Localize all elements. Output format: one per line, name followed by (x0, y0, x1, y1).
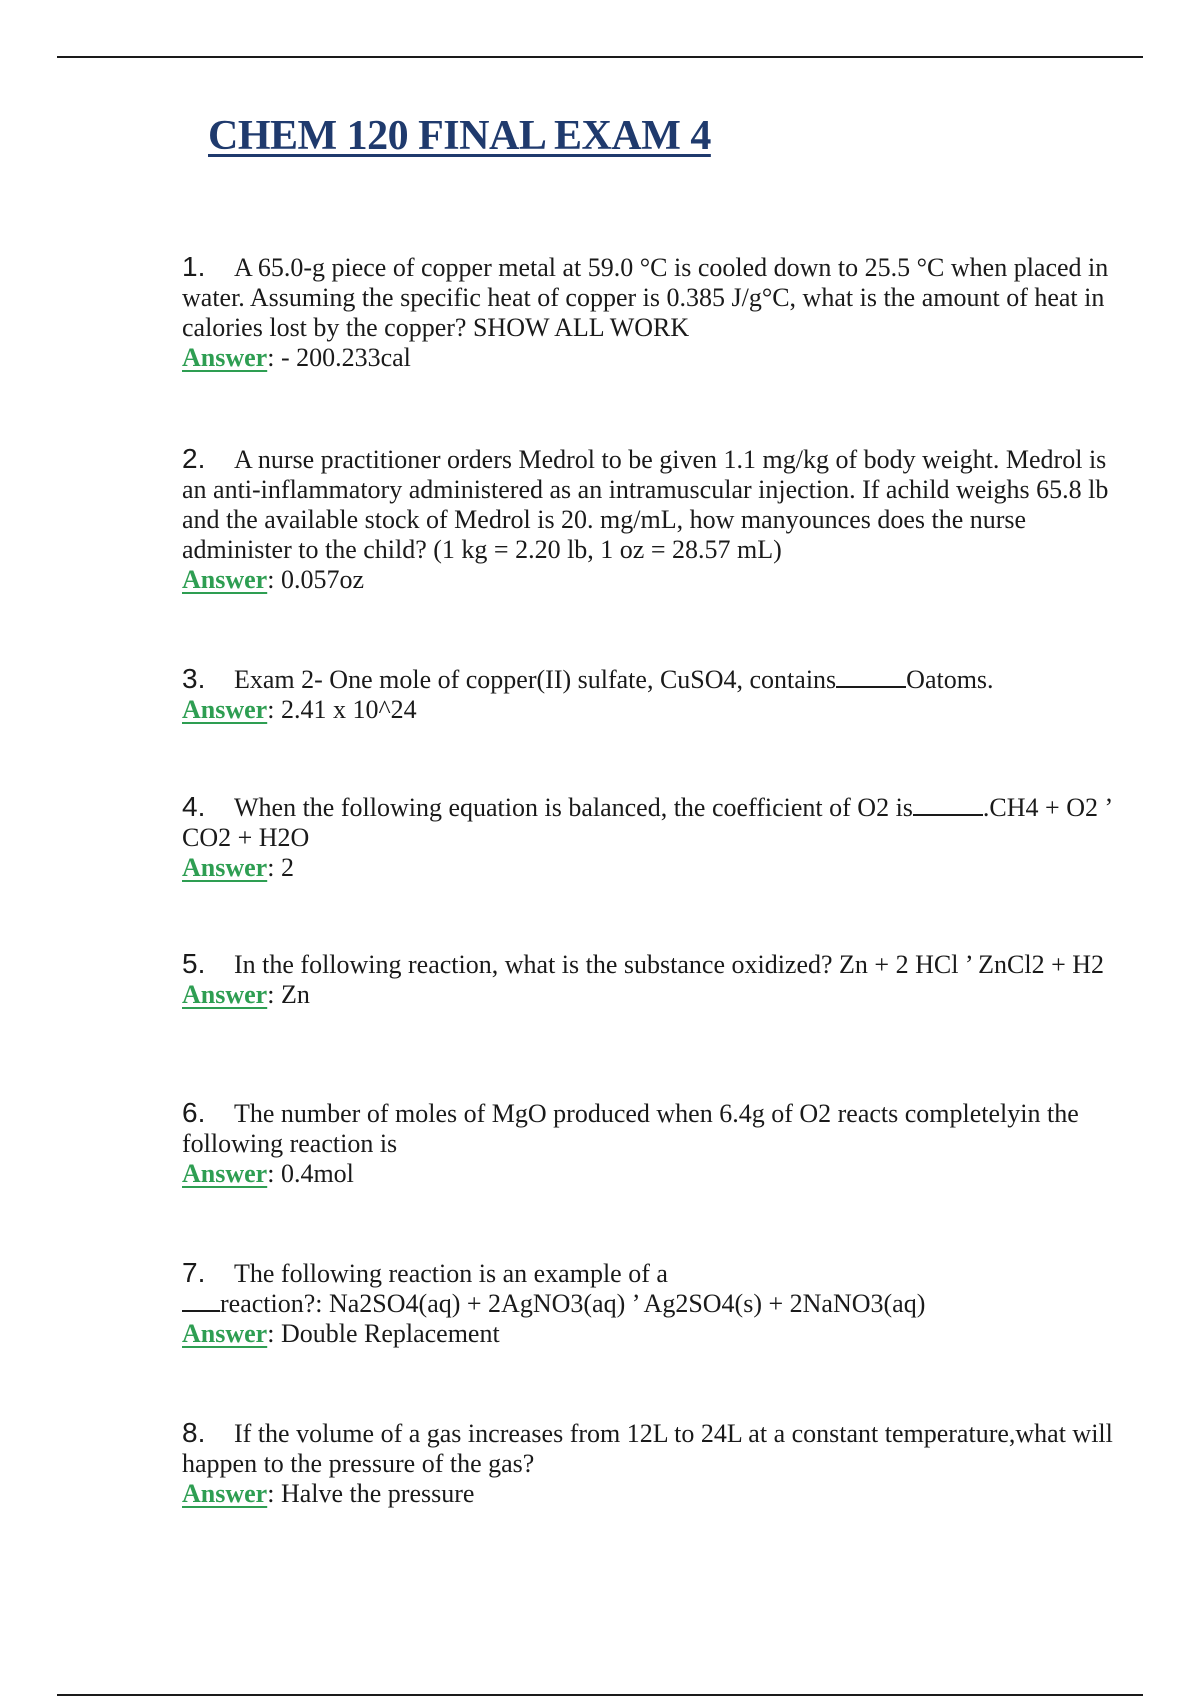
answer-value: : 0.4mol (267, 1159, 354, 1188)
answer-line (182, 1159, 1137, 1189)
answer-line (182, 980, 1104, 1010)
answer-label: Answer (182, 343, 268, 372)
question-7 (182, 1258, 925, 1349)
answer-label: Answer (182, 1319, 268, 1348)
answer-line (182, 695, 994, 725)
question-text: In the following reaction, what is the substance oxidized? Zn + 2 HCl ’ ZnCl2 + H2 (234, 950, 1105, 979)
question-text: A 65.0-g piece of copper metal at 59.0 °C is cooled down to 25.5 °C when placed in water. Assuming the specific heat of copper is 0.385 J/g°C, what is the amount of heat in calories lost by the copper? SHOW ALL WORK (182, 253, 1109, 342)
top-rule (57, 56, 1143, 58)
answer-label: Answer (182, 980, 268, 1009)
question-text: The following reaction is an example of a (234, 1259, 668, 1288)
answer-line (182, 565, 1137, 595)
question-number: 2. (182, 443, 206, 474)
question-text-continued: Oatoms. (906, 665, 994, 694)
question-4 (182, 792, 1137, 883)
answer-label: Answer (182, 1159, 268, 1188)
question-8 (182, 1418, 1137, 1509)
question-number: 7. (182, 1257, 206, 1288)
question-number: 4. (182, 791, 206, 822)
question-5 (182, 949, 1104, 1010)
answer-label: Answer (182, 1479, 268, 1508)
answer-value: : - 200.233cal (267, 343, 411, 372)
answer-label: Answer (182, 853, 268, 882)
answer-line (182, 343, 1137, 373)
question-text: Exam 2- One mole of copper(II) sulfate, CuSO4, contains (234, 665, 837, 694)
page-title: CHEM 120 FINAL EXAM 4 (208, 113, 711, 159)
fill-in-blank (913, 794, 983, 816)
question-number: 6. (182, 1097, 206, 1128)
question-1 (182, 252, 1137, 373)
fill-in-blank (836, 666, 906, 688)
fill-in-blank (182, 1290, 220, 1312)
question-text: When the following equation is balanced, the coefficient of O2 is (234, 793, 913, 822)
question-3 (182, 664, 994, 725)
answer-line (182, 1479, 1137, 1509)
answer-value: : Halve the pressure (267, 1479, 475, 1508)
answer-line (182, 1319, 925, 1349)
question-6 (182, 1098, 1137, 1189)
answer-line (182, 853, 1137, 883)
question-text: A nurse practitioner orders Medrol to be given 1.1 mg/kg of body weight. Medrol is an anti-inflammatory administered as an intramuscular injection. If achild weighs 65.8 lb and the available stock of Medrol is 20. mg/mL, how manyounces does the nurse administer to the child? (1 kg = 2.20 lb, 1 oz = 28.57 mL) (182, 445, 1109, 564)
answer-value: : Double Replacement (267, 1319, 500, 1348)
answer-label: Answer (182, 565, 268, 594)
answer-value: : Zn (267, 980, 310, 1009)
bottom-rule (57, 1694, 1143, 1696)
answer-label: Answer (182, 695, 268, 724)
question-text: If the volume of a gas increases from 12L to 24L at a constant temperature,what will happen to the pressure of the gas? (182, 1419, 1113, 1478)
question-number: 1. (182, 251, 206, 282)
answer-value: : 0.057oz (267, 565, 364, 594)
question-number: 5. (182, 948, 206, 979)
answer-value: : 2 (267, 853, 294, 882)
question-number: 8. (182, 1417, 206, 1448)
question-text-continued: .CH4 + O2 ’ CO2 + H2O (182, 793, 1112, 852)
question-number: 3. (182, 663, 206, 694)
answer-value: : 2.41 x 10^24 (267, 695, 417, 724)
question-text: The number of moles of MgO produced when 6.4g of O2 reacts completelyin the following reaction is (182, 1099, 1079, 1158)
question-text-continued: reaction?: Na2SO4(aq) + 2AgNO3(aq) ’ Ag2SO4(s) + 2NaNO3(aq) (220, 1289, 926, 1318)
question-2 (182, 444, 1137, 595)
